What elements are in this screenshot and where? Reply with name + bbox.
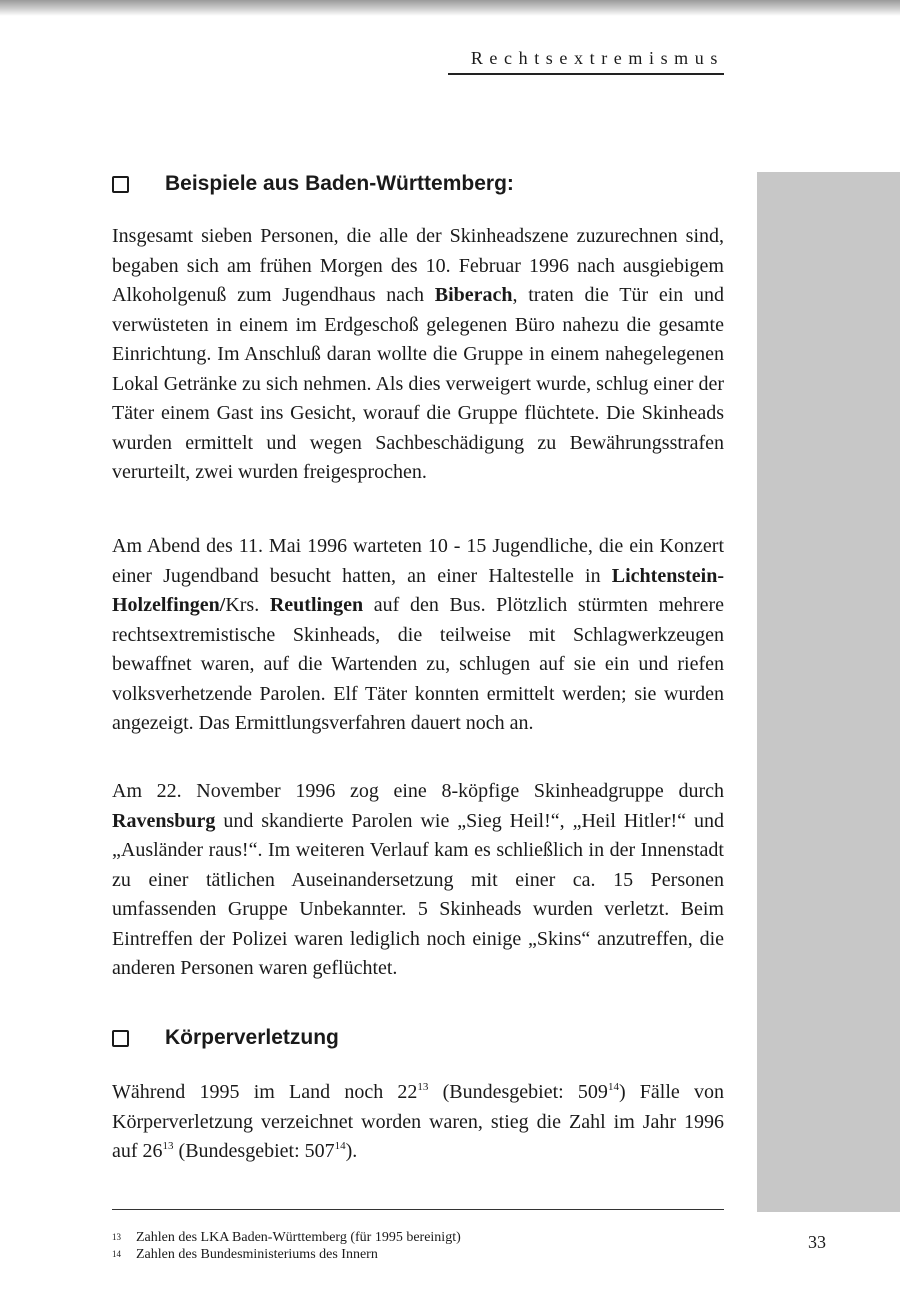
header-rule: [448, 73, 724, 75]
footnote-rule: [112, 1209, 724, 1210]
text-run: ) Fälle von Körperverletzung verzeichnet worden waren, stieg die Zahl im Jahr 1996 auf 26: [112, 1081, 725, 1162]
footnote-text: Zahlen des Bundesministeriums des Innern: [136, 1247, 378, 1262]
footnote-ref: 14: [607, 1081, 619, 1093]
footnote-number: 13: [112, 1232, 121, 1242]
text-run: Krs.: [225, 594, 270, 616]
paragraph: [112, 1078, 724, 1167]
gray-margin-bar: [757, 172, 900, 1212]
paragraph: [112, 222, 724, 488]
text-run: ).: [345, 1140, 358, 1162]
text-run: (Bundesgebiet: 507: [173, 1140, 335, 1162]
footnote-number: 14: [112, 1249, 121, 1259]
section-heading-assault: [112, 1026, 339, 1050]
section-heading-text: Beispiele aus Baden-Württemberg:: [165, 172, 514, 195]
text-run: Insgesamt sieben Personen, die alle der Skinheadszene zuzurechnen sind, begaben sich am frühen Morgen des 10. Februar 1996 nach ausgiebigem Alkoholgenuß zum Jugendhaus nach: [112, 225, 724, 306]
running-header: Rechtsextremismus: [470, 48, 724, 68]
scan-top-shadow: [0, 0, 900, 16]
paragraph: [112, 777, 724, 984]
paragraph: [112, 532, 724, 739]
text-run: Am 22. November 1996 zog eine 8-köpfige Skinheadgruppe durch: [112, 780, 724, 802]
text-run: auf den Bus. Plötzlich stürmten mehrere rechtsextremistische Skinheads, die teilweise mit Schlagwerkzeugen bewaffnet waren, auf die Wartenden zu, schlugen auf sie ein und riefen volksverhetzende Parolen. Elf Täter konnten ermittelt werden; sie wurden angezeigt. Das Ermittlungsverfahren dauert noch an.: [112, 594, 725, 734]
footnote: [112, 1229, 461, 1246]
checkbox-icon: [112, 176, 129, 193]
bold-place-name: Lichtenstein-Holzelfingen/: [112, 564, 724, 616]
footnotes: [112, 1229, 461, 1263]
bold-place-name: Ravensburg: [112, 809, 216, 832]
text-run: (Bundesgebiet: 509: [428, 1081, 608, 1103]
footnote: [112, 1246, 461, 1263]
text-run: , traten die Tür ein und verwüsteten in einem im Erdgeschoß gelegenen Büro nahezu die gesamte Einrichtung. Im Anschluß daran wollte die Gruppe in einem nahegelegenen Lokal Getränke zu sich nehmen. Als dies verweigert wurde, schlug einer der Täter einem Gast ins Gesicht, worauf die Gruppe flüchtete. Die Skinheads wurden ermittelt und wegen Sachbeschädigung zu Bewährungsstrafen verurteilt, zwei wurden freigesprochen.: [112, 284, 724, 483]
section-heading-text: Körperverletzung: [165, 1026, 339, 1049]
text-run: und skandierte Parolen wie „Sieg Heil!“, „Heil Hitler!“ und „Ausländer raus!“. Im weiteren Verlauf kam es schließlich in der Innenstadt zu einer tätlichen Auseinandersetzung mit einer ca. 15 Personen umfassenden Gruppe Unbekannter. 5 Skinheads wurden verletzt. Beim Eintreffen der Polizei waren lediglich noch einige „Skins“ anzutreffen, die anderen Personen waren geflüchtet.: [112, 809, 724, 979]
bold-place-name: Biberach: [434, 284, 513, 306]
text-run: Während 1995 im Land noch 22: [112, 1081, 418, 1103]
page-number: 33: [808, 1232, 826, 1252]
text-run: Am Abend des 11. Mai 1996 warteten 10 - 15 Jugendliche, die ein Konzert einer Jugendband besucht hatten, an einer Haltestelle in: [112, 535, 724, 587]
checkbox-icon: [112, 1030, 129, 1047]
bold-place-name: Reutlingen: [269, 594, 364, 616]
section-heading-examples: [112, 172, 514, 196]
footnote-ref: 13: [417, 1081, 429, 1093]
footnote-text: Zahlen des LKA Baden-Württemberg (für 1995 bereinigt): [136, 1230, 461, 1245]
footnote-ref: 14: [334, 1140, 346, 1152]
footnote-ref: 13: [162, 1140, 174, 1152]
